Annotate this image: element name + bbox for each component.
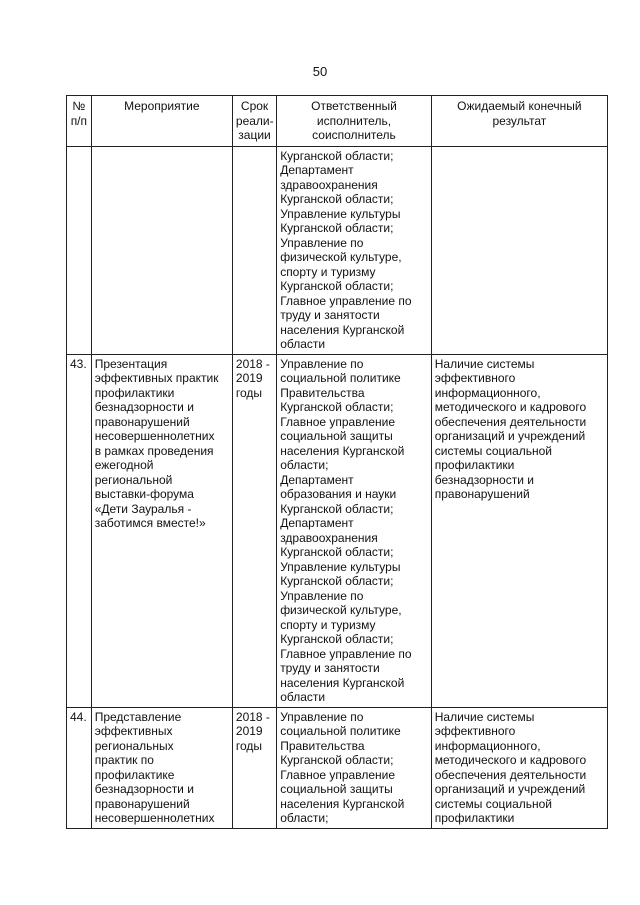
cell-line: труду и занятости xyxy=(280,661,380,675)
cell-line: правонарушений xyxy=(94,414,190,429)
cell-line: заботимся вместе!» xyxy=(94,516,206,530)
cell-line: населения Курганской xyxy=(280,443,405,458)
cell-line: Правительства xyxy=(280,738,365,753)
cell-num: 44. xyxy=(67,707,92,828)
cell-line: труду и занятости xyxy=(280,308,380,322)
cell-line: Курганской области; xyxy=(280,279,394,293)
cell-line: Курганской области; xyxy=(280,148,394,163)
cell-line: безнадзорности и xyxy=(94,400,194,414)
cell-line: Главное управление по xyxy=(280,293,412,308)
cell-line: 2018 - xyxy=(235,709,270,724)
cell-line: социальной защиты xyxy=(280,429,393,443)
cell-line: выставки-форума xyxy=(94,487,194,501)
header-line: исполнитель, xyxy=(316,113,392,128)
cell-line: информационного, xyxy=(434,738,541,753)
cell-line: организаций и учреждений xyxy=(434,429,586,443)
cell-term xyxy=(232,707,276,828)
cell-line: области; xyxy=(280,811,329,825)
cell-line: Департамент xyxy=(280,163,354,177)
cell-line: годы xyxy=(235,385,263,400)
cell-line: несовершеннолетних xyxy=(94,811,215,825)
cell-line: спорту и туризму xyxy=(280,617,376,632)
cell-line: эффективных xyxy=(94,724,173,738)
cell-line: области xyxy=(280,690,326,704)
cell-line: профилактике xyxy=(94,767,175,782)
cell-line: Наличие системы xyxy=(434,356,535,371)
cell-term xyxy=(232,146,276,354)
cell-line: методического и кадрового xyxy=(434,400,587,414)
table-row xyxy=(67,146,608,354)
cell-line: безнадзорности и xyxy=(94,782,194,796)
cell-result xyxy=(431,354,607,707)
cell-term xyxy=(232,354,276,707)
cell-line: эффективных практик xyxy=(94,371,219,385)
cell-responsible xyxy=(277,354,432,707)
cell-line: Курганской области; xyxy=(280,221,394,235)
measures-table xyxy=(66,95,608,829)
cell-line: Управление по xyxy=(280,709,364,724)
cell-line: Курганской области; xyxy=(280,501,394,516)
cell-line: Курганской области; xyxy=(280,574,394,588)
cell-line: Главное управление по xyxy=(280,646,412,661)
cell-line: Департамент xyxy=(280,516,354,530)
cell-line: социальной политике xyxy=(280,724,401,738)
cell-line: практик по xyxy=(94,753,154,767)
cell-line: региональных xyxy=(94,738,174,753)
header-line: Срок xyxy=(240,99,269,113)
cell-event xyxy=(91,354,232,707)
header-event xyxy=(91,96,232,147)
cell-line: области xyxy=(280,337,326,351)
cell-line: эффективного xyxy=(434,371,516,385)
cell-line: 2019 xyxy=(235,371,263,385)
cell-line: населения Курганской xyxy=(280,675,405,690)
cell-line: системы социальной xyxy=(434,443,553,458)
cell-line: правонарушений xyxy=(94,796,190,811)
cell-line: профилактики xyxy=(434,811,515,825)
cell-num: 43. xyxy=(67,354,92,707)
cell-line: Главное управление xyxy=(280,414,395,429)
cell-line: региональной xyxy=(94,472,173,487)
cell-line: Управление культуры xyxy=(280,559,401,574)
table-row xyxy=(67,354,608,707)
cell-result xyxy=(431,146,607,354)
cell-line: обеспечения деятельности xyxy=(434,767,587,782)
cell-line: Наличие системы xyxy=(434,709,535,724)
cell-line: социальной политике xyxy=(280,371,401,385)
cell-line: методического и кадрового xyxy=(434,753,587,767)
header-line: № xyxy=(72,99,86,113)
cell-line: Управление культуры xyxy=(280,206,401,221)
cell-responsible xyxy=(277,707,432,828)
cell-line: Управление по xyxy=(280,356,364,371)
cell-line: спорту и туризму xyxy=(280,264,376,279)
cell-line: здравоохранения xyxy=(280,177,378,192)
cell-line: в рамках проведения xyxy=(94,443,214,458)
header-line: Мероприятие xyxy=(124,99,200,113)
cell-line: годы xyxy=(235,738,263,753)
cell-line: Курганской области; xyxy=(280,753,394,767)
header-result xyxy=(431,96,607,147)
table-header xyxy=(67,96,608,147)
cell-line: здравоохранения xyxy=(280,530,378,545)
cell-line: Управление по xyxy=(280,588,364,603)
cell-event xyxy=(91,146,232,354)
cell-line: 2019 xyxy=(235,724,263,738)
cell-line: безнадзорности и xyxy=(434,472,534,487)
cell-line: физической культуре, xyxy=(280,603,402,617)
header-line: зации xyxy=(238,128,271,142)
cell-line: Департамент xyxy=(280,472,354,487)
cell-line: эффективного xyxy=(434,724,516,738)
cell-line: Курганской области; xyxy=(280,545,394,559)
cell-line: 2018 - xyxy=(235,356,270,371)
cell-event xyxy=(91,707,232,828)
header-responsible xyxy=(277,96,432,147)
cell-line: области; xyxy=(280,458,329,472)
cell-line: Правительства xyxy=(280,385,365,400)
cell-responsible xyxy=(277,146,432,354)
cell-line: системы социальной xyxy=(434,796,553,811)
header-line: реали- xyxy=(235,113,274,128)
cell-line: Курганской области; xyxy=(280,400,394,414)
cell-line: Курганской области; xyxy=(280,632,394,646)
cell-line: населения Курганской xyxy=(280,796,405,811)
cell-line: Управление по xyxy=(280,235,364,250)
cell-line: профилактики xyxy=(434,458,515,472)
cell-line: Представление xyxy=(94,709,182,724)
cell-line: «Дети Зауралья - xyxy=(94,501,192,516)
cell-line: населения Курганской xyxy=(280,322,405,337)
header-line: Ответственный xyxy=(311,99,397,113)
cell-line: Курганской области; xyxy=(280,192,394,206)
header-line: результат xyxy=(492,113,547,128)
cell-line: организаций и учреждений xyxy=(434,782,586,796)
cell-line: профилактики xyxy=(94,385,175,400)
header-line: п/п xyxy=(70,113,88,128)
cell-line: информационного, xyxy=(434,385,541,400)
cell-line: несовершеннолетних xyxy=(94,429,215,443)
cell-num xyxy=(67,146,92,354)
cell-line: образования и науки xyxy=(280,487,397,501)
page-number: 50 xyxy=(312,64,328,79)
header-num xyxy=(67,96,92,147)
header-line: соисполнитель xyxy=(312,128,396,142)
header-term xyxy=(232,96,276,147)
cell-line: физической культуре, xyxy=(280,250,402,264)
cell-line: ежегодной xyxy=(94,458,154,472)
header-line: Ожидаемый конечный xyxy=(457,99,582,113)
table-body xyxy=(67,146,608,828)
cell-result xyxy=(431,707,607,828)
cell-line: правонарушений xyxy=(434,487,530,501)
table-row xyxy=(67,707,608,828)
cell-line: социальной защиты xyxy=(280,782,393,796)
cell-line: Главное управление xyxy=(280,767,395,782)
cell-line: обеспечения деятельности xyxy=(434,414,587,429)
cell-line: Презентация xyxy=(94,356,168,371)
